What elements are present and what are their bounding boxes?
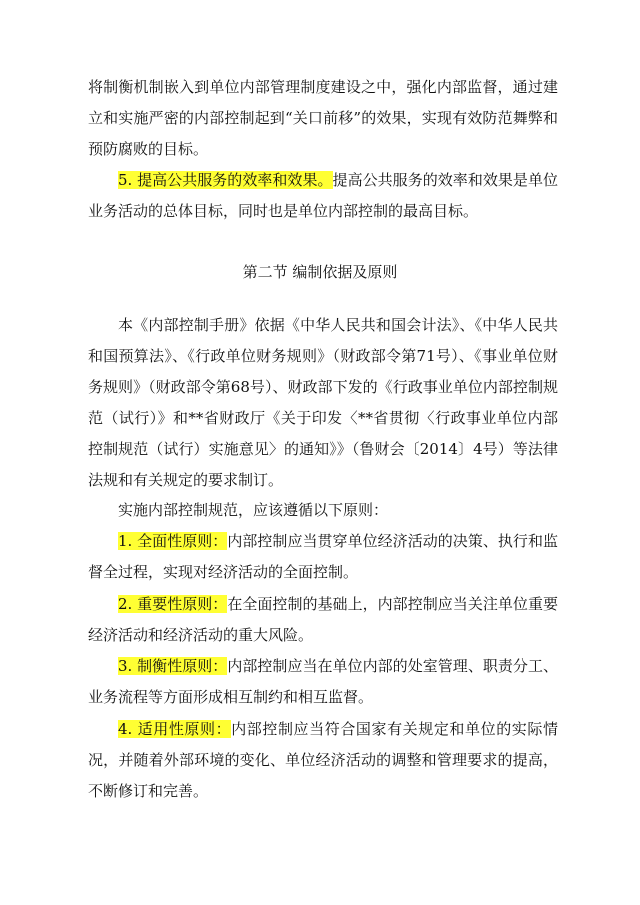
principle-number: 1.	[118, 532, 133, 550]
paragraph-text: 提高公共服务的效率和效果是单位业务活动的总体目标，同时也是单位内部控制的最高目标。	[88, 171, 558, 220]
principle-name: 全面性原则：	[137, 532, 228, 550]
paragraph-goal-5	[88, 165, 558, 227]
principle-text: 在全面控制的基础上，内部控制应当关注单位重要经济活动和经济活动的重大风险。	[88, 595, 558, 644]
principle-text: 内部控制应当在单位内部的处室管理、职责分工、业务流程等方面形成相互制约和相互监督。	[88, 657, 558, 706]
section-title: 第二节 编制依据及原则	[242, 263, 398, 281]
principle-item	[88, 526, 558, 588]
principle-label	[118, 657, 227, 675]
principle-text: 内部控制应当符合国家有关规定和单位的实际情况，并随着外部环境的变化、单位经济活动的调整和管理要求的提高，不断修订和完善。	[88, 720, 558, 800]
principle-number: 4.	[118, 720, 133, 738]
principle-name: 重要性原则：	[137, 595, 228, 613]
principle-number: 2.	[118, 595, 133, 613]
principle-label	[118, 595, 227, 613]
principle-item	[88, 589, 558, 651]
principle-item	[88, 651, 558, 713]
principle-name: 适用性原则：	[137, 720, 232, 738]
principle-label	[118, 720, 231, 738]
highlighted-heading: 5. 提高公共服务的效率和效果。	[118, 171, 333, 189]
paragraph-principles-intro: 实施内部控制规范，应该遵循以下原则：	[118, 501, 389, 519]
paragraph-intro: 将制衡机制嵌入到单位内部管理制度建设之中，强化内部监督，通过建立和实施严密的内部控制起到“关口前移”的效果，实现有效防范舞弊和预防腐败的目标。	[88, 78, 558, 158]
paragraph-basis: 本《内部控制手册》依据《中华人民共和国会计法》、《中华人民共和国预算法》、《行政单位财务规则》（财政部令第71号）、《事业单位财务规则》（财政部令第68号）、财政部下发的《行政事业单位内部控制规范（试行）》和**省财政厅《关于印发〈**省贯彻〈行政事业单位内部控制规范（试行）实施意见〉的通知》》（鲁财会〔2014〕4号）等法律法规和有关规定的要求制订。	[88, 316, 558, 489]
principle-item	[88, 714, 558, 807]
principle-text: 内部控制应当贯穿单位经济活动的决策、执行和监督全过程，实现对经济活动的全面控制。	[88, 532, 558, 581]
principle-label	[118, 532, 227, 550]
principle-number: 3.	[118, 657, 133, 675]
principle-name: 制衡性原则：	[137, 657, 228, 675]
